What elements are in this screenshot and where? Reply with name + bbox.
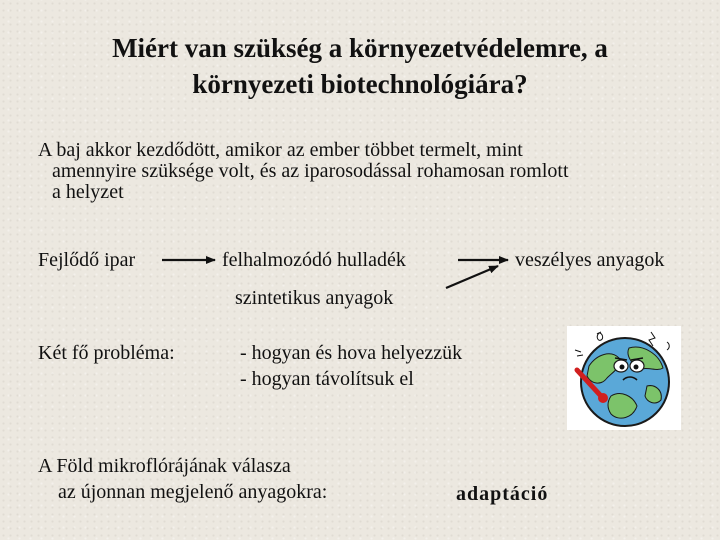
problems-label: Két fő probléma:: [38, 342, 175, 364]
synthetic-label: szintetikus anyagok: [235, 287, 394, 309]
response-line-1: A Föld mikroflórájának válasza: [38, 455, 291, 477]
answer-adaptation: adaptáció: [456, 483, 549, 505]
industry-label: Fejlődő ipar: [38, 249, 136, 271]
response-line-2: az újonnan megjelenő anyagokra:: [58, 481, 328, 503]
dangerous-label: veszélyes anyagok: [515, 249, 665, 271]
problem-1: - hogyan és hova helyezzük: [240, 342, 463, 364]
problem-2: - hogyan távolítsuk el: [240, 368, 414, 390]
intro-line-2: amennyire szüksége volt, és az iparosodással rohamosan romlott: [52, 160, 569, 182]
waste-label: felhalmozódó hulladék: [222, 249, 406, 271]
title-line-2: környezeti biotechnológiára?: [192, 69, 528, 99]
intro-line-3: a helyzet: [52, 181, 124, 203]
intro-line-1: A baj akkor kezdődött, amikor az ember többet termelt, mint: [38, 139, 523, 161]
response-paragraph: [38, 453, 327, 505]
title-line-1: Miért van szükség a környezetvédelemre, a: [112, 33, 608, 63]
sick-earth-icon: [567, 326, 681, 430]
arrow-up-right-icon: [446, 266, 498, 288]
